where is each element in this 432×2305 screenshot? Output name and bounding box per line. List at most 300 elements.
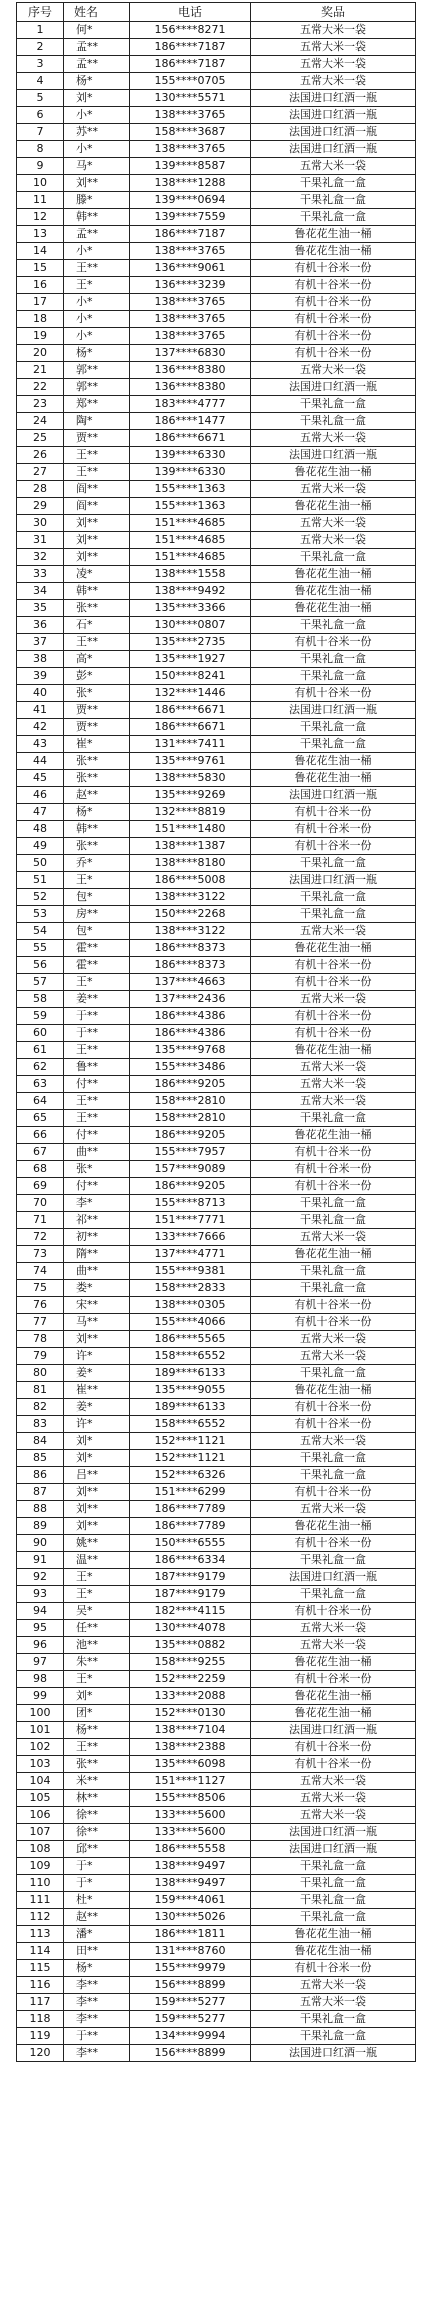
cell-phone: 186****6334 <box>130 1552 251 1569</box>
cell-name: 付** <box>64 1076 130 1093</box>
cell-index: 25 <box>17 430 64 447</box>
table-row <box>17 634 416 651</box>
cell-prize: 五常大米一袋 <box>251 1076 416 1093</box>
cell-index: 8 <box>17 141 64 158</box>
cell-prize: 有机十谷米一份 <box>251 1416 416 1433</box>
cell-prize: 法国进口红酒一瓶 <box>251 1824 416 1841</box>
cell-index: 46 <box>17 787 64 804</box>
cell-prize: 干果礼盒一盒 <box>251 1467 416 1484</box>
table-row <box>17 1263 416 1280</box>
cell-phone: 157****9089 <box>130 1161 251 1178</box>
table-row <box>17 1858 416 1875</box>
cell-name: 许* <box>64 1348 130 1365</box>
cell-phone: 138****0305 <box>130 1297 251 1314</box>
cell-name: 于** <box>64 2028 130 2045</box>
cell-index: 32 <box>17 549 64 566</box>
cell-prize: 五常大米一袋 <box>251 1773 416 1790</box>
cell-prize: 有机十谷米一份 <box>251 1739 416 1756</box>
table-row <box>17 1705 416 1722</box>
cell-name: 崔** <box>64 1382 130 1399</box>
cell-index: 87 <box>17 1484 64 1501</box>
table-row <box>17 991 416 1008</box>
table-row <box>17 1467 416 1484</box>
cell-index: 24 <box>17 413 64 430</box>
table-row <box>17 1127 416 1144</box>
cell-index: 36 <box>17 617 64 634</box>
table-row <box>17 1603 416 1620</box>
table-row <box>17 1960 416 1977</box>
cell-phone: 186****6671 <box>130 702 251 719</box>
cell-prize: 法国进口红酒一瓶 <box>251 787 416 804</box>
cell-phone: 189****6133 <box>130 1365 251 1382</box>
cell-prize: 干果礼盒一盒 <box>251 192 416 209</box>
cell-index: 50 <box>17 855 64 872</box>
cell-phone: 133****5600 <box>130 1824 251 1841</box>
cell-prize: 有机十谷米一份 <box>251 294 416 311</box>
cell-name: 包* <box>64 923 130 940</box>
cell-prize: 五常大米一袋 <box>251 56 416 73</box>
cell-prize: 有机十谷米一份 <box>251 804 416 821</box>
cell-prize: 法国进口红酒一瓶 <box>251 447 416 464</box>
cell-index: 94 <box>17 1603 64 1620</box>
cell-name: 曲** <box>64 1144 130 1161</box>
cell-prize: 干果礼盒一盒 <box>251 736 416 753</box>
cell-name: 小* <box>64 311 130 328</box>
cell-name: 刘** <box>64 175 130 192</box>
table-row <box>17 158 416 175</box>
cell-index: 19 <box>17 328 64 345</box>
cell-phone: 138****3765 <box>130 328 251 345</box>
cell-prize: 干果礼盒一盒 <box>251 1110 416 1127</box>
cell-phone: 158****2810 <box>130 1110 251 1127</box>
cell-index: 102 <box>17 1739 64 1756</box>
cell-index: 70 <box>17 1195 64 1212</box>
cell-phone: 138****9497 <box>130 1875 251 1892</box>
table-row <box>17 804 416 821</box>
cell-phone: 158****2833 <box>130 1280 251 1297</box>
cell-index: 43 <box>17 736 64 753</box>
table-row <box>17 260 416 277</box>
cell-prize: 五常大米一袋 <box>251 430 416 447</box>
cell-name: 池** <box>64 1637 130 1654</box>
table-row <box>17 1637 416 1654</box>
cell-prize: 五常大米一袋 <box>251 1433 416 1450</box>
table-row <box>17 1144 416 1161</box>
cell-name: 徐** <box>64 1807 130 1824</box>
table-row <box>17 1688 416 1705</box>
cell-phone: 138****2388 <box>130 1739 251 1756</box>
cell-name: 王** <box>64 1093 130 1110</box>
table-row <box>17 1450 416 1467</box>
cell-prize: 有机十谷米一份 <box>251 1314 416 1331</box>
table-row <box>17 1994 416 2011</box>
table-row <box>17 379 416 396</box>
table-row <box>17 1654 416 1671</box>
cell-phone: 139****6330 <box>130 464 251 481</box>
cell-phone: 186****7187 <box>130 56 251 73</box>
cell-prize: 五常大米一袋 <box>251 1059 416 1076</box>
cell-name: 于* <box>64 1875 130 1892</box>
cell-prize: 干果礼盒一盒 <box>251 1552 416 1569</box>
table-row <box>17 1076 416 1093</box>
cell-name: 付** <box>64 1178 130 1195</box>
table-row <box>17 1841 416 1858</box>
table-row <box>17 753 416 770</box>
cell-phone: 151****1127 <box>130 1773 251 1790</box>
cell-phone: 135****9269 <box>130 787 251 804</box>
cell-index: 120 <box>17 2045 64 2062</box>
cell-index: 5 <box>17 90 64 107</box>
cell-phone: 155****8713 <box>130 1195 251 1212</box>
table-row <box>17 872 416 889</box>
cell-prize: 鲁花花生油一桶 <box>251 1127 416 1144</box>
header-row <box>17 3 416 22</box>
table-row <box>17 532 416 549</box>
cell-name: 杜* <box>64 1892 130 1909</box>
cell-prize: 五常大米一袋 <box>251 532 416 549</box>
winners-table-container <box>16 2 416 2062</box>
cell-name: 阎** <box>64 481 130 498</box>
cell-index: 10 <box>17 175 64 192</box>
cell-name: 张* <box>64 1161 130 1178</box>
cell-phone: 137****6830 <box>130 345 251 362</box>
cell-phone: 137****4771 <box>130 1246 251 1263</box>
cell-prize: 干果礼盒一盒 <box>251 1195 416 1212</box>
cell-phone: 156****8899 <box>130 2045 251 2062</box>
table-row <box>17 1739 416 1756</box>
cell-phone: 150****2268 <box>130 906 251 923</box>
cell-index: 68 <box>17 1161 64 1178</box>
table-row <box>17 1501 416 1518</box>
cell-prize: 五常大米一袋 <box>251 1229 416 1246</box>
table-row <box>17 1586 416 1603</box>
table-row <box>17 1569 416 1586</box>
cell-phone: 131****8760 <box>130 1943 251 1960</box>
cell-index: 73 <box>17 1246 64 1263</box>
cell-index: 59 <box>17 1008 64 1025</box>
cell-name: 郭** <box>64 379 130 396</box>
cell-prize: 干果礼盒一盒 <box>251 413 416 430</box>
cell-name: 鲁** <box>64 1059 130 1076</box>
cell-prize: 五常大米一袋 <box>251 73 416 90</box>
table-row <box>17 787 416 804</box>
cell-prize: 鲁花花生油一桶 <box>251 1382 416 1399</box>
cell-index: 64 <box>17 1093 64 1110</box>
cell-prize: 五常大米一袋 <box>251 481 416 498</box>
cell-prize: 有机十谷米一份 <box>251 1025 416 1042</box>
cell-prize: 干果礼盒一盒 <box>251 1909 416 1926</box>
cell-prize: 有机十谷米一份 <box>251 957 416 974</box>
table-row <box>17 2011 416 2028</box>
cell-phone: 138****1558 <box>130 566 251 583</box>
table-row <box>17 1620 416 1637</box>
cell-index: 75 <box>17 1280 64 1297</box>
cell-name: 刘** <box>64 1484 130 1501</box>
cell-index: 65 <box>17 1110 64 1127</box>
cell-prize: 鲁花花生油一桶 <box>251 1926 416 1943</box>
cell-prize: 有机十谷米一份 <box>251 1603 416 1620</box>
cell-index: 9 <box>17 158 64 175</box>
table-row <box>17 940 416 957</box>
cell-prize: 干果礼盒一盒 <box>251 2028 416 2045</box>
cell-name: 杨* <box>64 345 130 362</box>
cell-index: 26 <box>17 447 64 464</box>
cell-prize: 干果礼盒一盒 <box>251 2011 416 2028</box>
cell-index: 84 <box>17 1433 64 1450</box>
cell-phone: 151****6299 <box>130 1484 251 1501</box>
cell-index: 116 <box>17 1977 64 1994</box>
table-row <box>17 1314 416 1331</box>
cell-index: 56 <box>17 957 64 974</box>
cell-index: 98 <box>17 1671 64 1688</box>
table-row <box>17 1756 416 1773</box>
cell-name: 小* <box>64 294 130 311</box>
table-row <box>17 1909 416 1926</box>
cell-prize: 有机十谷米一份 <box>251 328 416 345</box>
cell-name: 张** <box>64 1756 130 1773</box>
header-name: 姓名 <box>64 3 130 22</box>
cell-name: 刘** <box>64 1501 130 1518</box>
cell-phone: 138****3765 <box>130 294 251 311</box>
cell-index: 113 <box>17 1926 64 1943</box>
cell-name: 贾** <box>64 702 130 719</box>
cell-prize: 鲁花花生油一桶 <box>251 1518 416 1535</box>
cell-name: 李* <box>64 1195 130 1212</box>
cell-name: 于** <box>64 1025 130 1042</box>
cell-phone: 186****7187 <box>130 39 251 56</box>
cell-name: 郭** <box>64 362 130 379</box>
cell-phone: 155****0705 <box>130 73 251 90</box>
cell-name: 林** <box>64 1790 130 1807</box>
cell-prize: 干果礼盒一盒 <box>251 668 416 685</box>
table-row <box>17 855 416 872</box>
cell-prize: 法国进口红酒一瓶 <box>251 141 416 158</box>
cell-index: 6 <box>17 107 64 124</box>
cell-name: 李** <box>64 1977 130 1994</box>
cell-prize: 干果礼盒一盒 <box>251 549 416 566</box>
cell-index: 76 <box>17 1297 64 1314</box>
cell-index: 60 <box>17 1025 64 1042</box>
table-row <box>17 957 416 974</box>
cell-index: 62 <box>17 1059 64 1076</box>
cell-name: 李** <box>64 1994 130 2011</box>
cell-name: 滕* <box>64 192 130 209</box>
cell-name: 房** <box>64 906 130 923</box>
cell-name: 韩** <box>64 821 130 838</box>
cell-phone: 136****8380 <box>130 379 251 396</box>
cell-name: 何* <box>64 22 130 39</box>
winners-table <box>16 2 416 2062</box>
cell-index: 12 <box>17 209 64 226</box>
cell-phone: 138****3765 <box>130 311 251 328</box>
cell-phone: 158****6552 <box>130 1348 251 1365</box>
cell-index: 80 <box>17 1365 64 1382</box>
cell-index: 101 <box>17 1722 64 1739</box>
table-row <box>17 464 416 481</box>
cell-index: 44 <box>17 753 64 770</box>
cell-index: 112 <box>17 1909 64 1926</box>
cell-index: 105 <box>17 1790 64 1807</box>
cell-index: 48 <box>17 821 64 838</box>
cell-prize: 有机十谷米一份 <box>251 821 416 838</box>
cell-prize: 干果礼盒一盒 <box>251 396 416 413</box>
cell-index: 22 <box>17 379 64 396</box>
cell-phone: 151****1480 <box>130 821 251 838</box>
cell-index: 114 <box>17 1943 64 1960</box>
table-row <box>17 1365 416 1382</box>
cell-name: 张** <box>64 770 130 787</box>
cell-prize: 鲁花花生油一桶 <box>251 1042 416 1059</box>
cell-phone: 186****7789 <box>130 1501 251 1518</box>
table-row <box>17 1297 416 1314</box>
cell-phone: 186****9205 <box>130 1178 251 1195</box>
cell-prize: 有机十谷米一份 <box>251 1960 416 1977</box>
cell-name: 贾** <box>64 430 130 447</box>
cell-index: 34 <box>17 583 64 600</box>
table-body <box>17 22 416 2062</box>
cell-prize: 鲁花花生油一桶 <box>251 226 416 243</box>
cell-index: 108 <box>17 1841 64 1858</box>
cell-prize: 干果礼盒一盒 <box>251 855 416 872</box>
cell-prize: 鲁花花生油一桶 <box>251 1688 416 1705</box>
cell-index: 49 <box>17 838 64 855</box>
cell-phone: 135****0882 <box>130 1637 251 1654</box>
cell-name: 刘** <box>64 515 130 532</box>
cell-index: 95 <box>17 1620 64 1637</box>
cell-phone: 130****0807 <box>130 617 251 634</box>
cell-prize: 五常大米一袋 <box>251 39 416 56</box>
cell-name: 姜* <box>64 1365 130 1382</box>
cell-index: 33 <box>17 566 64 583</box>
cell-name: 包* <box>64 889 130 906</box>
table-row <box>17 1773 416 1790</box>
cell-phone: 183****4777 <box>130 396 251 413</box>
cell-name: 陶* <box>64 413 130 430</box>
cell-prize: 鲁花花生油一桶 <box>251 600 416 617</box>
table-row <box>17 1025 416 1042</box>
table-row <box>17 736 416 753</box>
cell-name: 杨* <box>64 73 130 90</box>
cell-index: 57 <box>17 974 64 991</box>
table-row <box>17 923 416 940</box>
cell-name: 吴* <box>64 1603 130 1620</box>
cell-prize: 干果礼盒一盒 <box>251 617 416 634</box>
cell-name: 王** <box>64 464 130 481</box>
cell-phone: 138****7104 <box>130 1722 251 1739</box>
cell-prize: 法国进口红酒一瓶 <box>251 1841 416 1858</box>
cell-phone: 134****9994 <box>130 2028 251 2045</box>
cell-name: 刘** <box>64 1518 130 1535</box>
cell-prize: 五常大米一袋 <box>251 1620 416 1637</box>
cell-phone: 189****6133 <box>130 1399 251 1416</box>
table-row <box>17 498 416 515</box>
cell-prize: 有机十谷米一份 <box>251 634 416 651</box>
cell-name: 王** <box>64 1739 130 1756</box>
cell-prize: 干果礼盒一盒 <box>251 906 416 923</box>
cell-prize: 干果礼盒一盒 <box>251 719 416 736</box>
cell-index: 69 <box>17 1178 64 1195</box>
cell-phone: 138****8180 <box>130 855 251 872</box>
cell-index: 104 <box>17 1773 64 1790</box>
cell-name: 田** <box>64 1943 130 1960</box>
cell-prize: 有机十谷米一份 <box>251 1535 416 1552</box>
cell-index: 66 <box>17 1127 64 1144</box>
cell-prize: 五常大米一袋 <box>251 362 416 379</box>
cell-prize: 五常大米一袋 <box>251 1790 416 1807</box>
cell-name: 吕** <box>64 1467 130 1484</box>
table-row <box>17 294 416 311</box>
table-row <box>17 1518 416 1535</box>
cell-index: 93 <box>17 1586 64 1603</box>
cell-index: 115 <box>17 1960 64 1977</box>
cell-name: 王* <box>64 1569 130 1586</box>
cell-index: 35 <box>17 600 64 617</box>
table-row <box>17 90 416 107</box>
cell-index: 82 <box>17 1399 64 1416</box>
cell-phone: 155****7957 <box>130 1144 251 1161</box>
table-row <box>17 1943 416 1960</box>
cell-index: 61 <box>17 1042 64 1059</box>
cell-phone: 135****1927 <box>130 651 251 668</box>
cell-name: 宋** <box>64 1297 130 1314</box>
cell-name: 王** <box>64 447 130 464</box>
cell-index: 77 <box>17 1314 64 1331</box>
table-row <box>17 1722 416 1739</box>
table-row <box>17 2028 416 2045</box>
cell-index: 103 <box>17 1756 64 1773</box>
cell-phone: 155****9381 <box>130 1263 251 1280</box>
cell-phone: 152****1121 <box>130 1433 251 1450</box>
table-row <box>17 345 416 362</box>
cell-prize: 五常大米一袋 <box>251 1093 416 1110</box>
cell-phone: 186****9205 <box>130 1127 251 1144</box>
cell-phone: 155****1363 <box>130 498 251 515</box>
cell-phone: 152****0130 <box>130 1705 251 1722</box>
cell-prize: 有机十谷米一份 <box>251 1144 416 1161</box>
cell-phone: 186****8373 <box>130 940 251 957</box>
cell-phone: 158****2810 <box>130 1093 251 1110</box>
cell-name: 石* <box>64 617 130 634</box>
cell-index: 21 <box>17 362 64 379</box>
cell-index: 45 <box>17 770 64 787</box>
cell-name: 马** <box>64 1314 130 1331</box>
cell-phone: 155****3486 <box>130 1059 251 1076</box>
table-row <box>17 1875 416 1892</box>
cell-name: 赵** <box>64 787 130 804</box>
cell-prize: 五常大米一袋 <box>251 1994 416 2011</box>
table-row <box>17 1671 416 1688</box>
table-row <box>17 39 416 56</box>
cell-index: 74 <box>17 1263 64 1280</box>
cell-index: 13 <box>17 226 64 243</box>
cell-prize: 有机十谷米一份 <box>251 974 416 991</box>
cell-phone: 138****9497 <box>130 1858 251 1875</box>
cell-phone: 186****7789 <box>130 1518 251 1535</box>
table-row <box>17 243 416 260</box>
cell-index: 42 <box>17 719 64 736</box>
cell-phone: 139****6330 <box>130 447 251 464</box>
cell-index: 47 <box>17 804 64 821</box>
table-row <box>17 1807 416 1824</box>
table-row <box>17 515 416 532</box>
cell-index: 97 <box>17 1654 64 1671</box>
cell-phone: 151****4685 <box>130 549 251 566</box>
cell-phone: 130****5571 <box>130 90 251 107</box>
cell-index: 71 <box>17 1212 64 1229</box>
cell-prize: 有机十谷米一份 <box>251 1671 416 1688</box>
cell-index: 17 <box>17 294 64 311</box>
table-row <box>17 1246 416 1263</box>
